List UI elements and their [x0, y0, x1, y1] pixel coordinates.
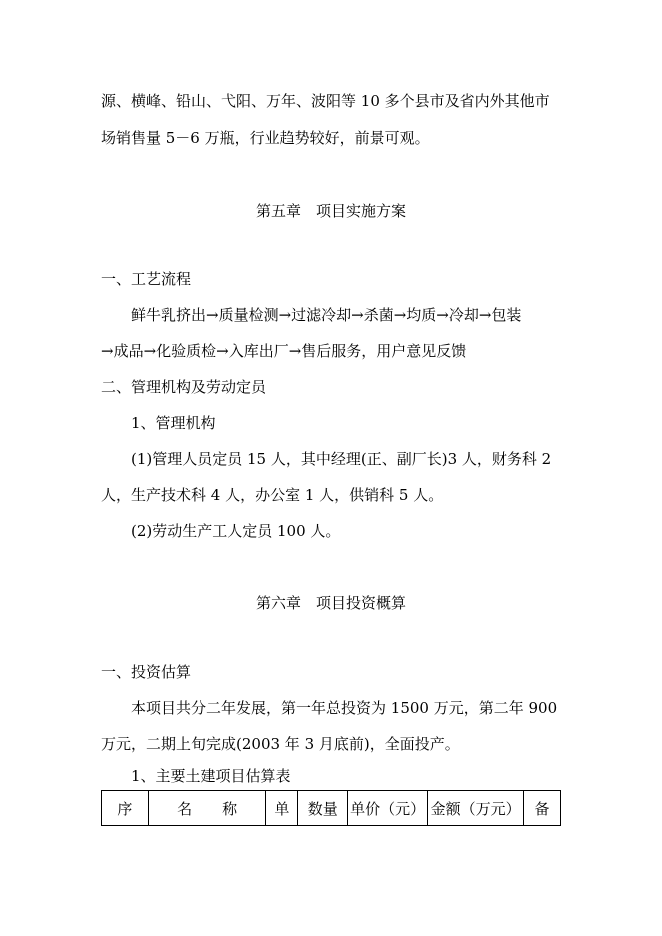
table-header-cell: 名 称 — [148, 791, 266, 826]
investment-line-2: 万元，二期上旬完成(2003 年 3 月底前)，全面投产。 — [101, 735, 460, 753]
chapter-5-heading: 第五章 项目实施方案 — [255, 202, 406, 220]
chapter-6-heading: 第六章 项目投资概算 — [255, 594, 406, 612]
table-header-cell: 数量 — [298, 791, 348, 826]
table-header-cell: 备 — [524, 791, 561, 826]
staffing-line-1: (1)管理人员定员 15 人，其中经理(正、副厂长)3 人，财务科 2 — [131, 450, 552, 468]
section-management-title: 二、管理机构及劳动定员 — [101, 378, 267, 396]
table-header-cell: 单 — [266, 791, 298, 826]
table-header-cell: 序 — [102, 791, 149, 826]
staffing-line-2: 人，生产技术科 4 人，办公室 1 人，供销科 5 人。 — [101, 486, 444, 504]
section-investment-estimate-title: 一、投资估算 — [101, 663, 192, 681]
table-header-cell: 金额（万元） — [428, 791, 524, 826]
process-flow-line-1: 鲜牛乳挤出→质量检测→过滤冷却→杀菌→均质→冷却→包装 — [131, 306, 522, 324]
table-header-cell: 单价（元） — [348, 791, 428, 826]
table-header-row — [102, 791, 561, 826]
section-process-flow-title: 一、工艺流程 — [101, 270, 192, 288]
market-paragraph-line-2: 场销售量 5－6 万瓶，行业趋势较好，前景可观。 — [101, 129, 430, 147]
staffing-line-3: (2)劳动生产工人定员 100 人。 — [131, 522, 341, 540]
subsection-management-org-title: 1、管理机构 — [131, 414, 216, 432]
market-paragraph-line-1: 源、横峰、铅山、弋阳、万年、波阳等 10 多个县市及省内外其他市 — [101, 92, 550, 110]
process-flow-line-2: →成品→化验质检→入库出厂→售后服务，用户意见反馈 — [101, 342, 467, 360]
estimate-table-title: 1、主要土建项目估算表 — [131, 767, 291, 785]
investment-line-1: 本项目共分二年发展，第一年总投资为 1500 万元，第二年 900 — [131, 699, 558, 717]
estimate-table — [101, 790, 561, 826]
